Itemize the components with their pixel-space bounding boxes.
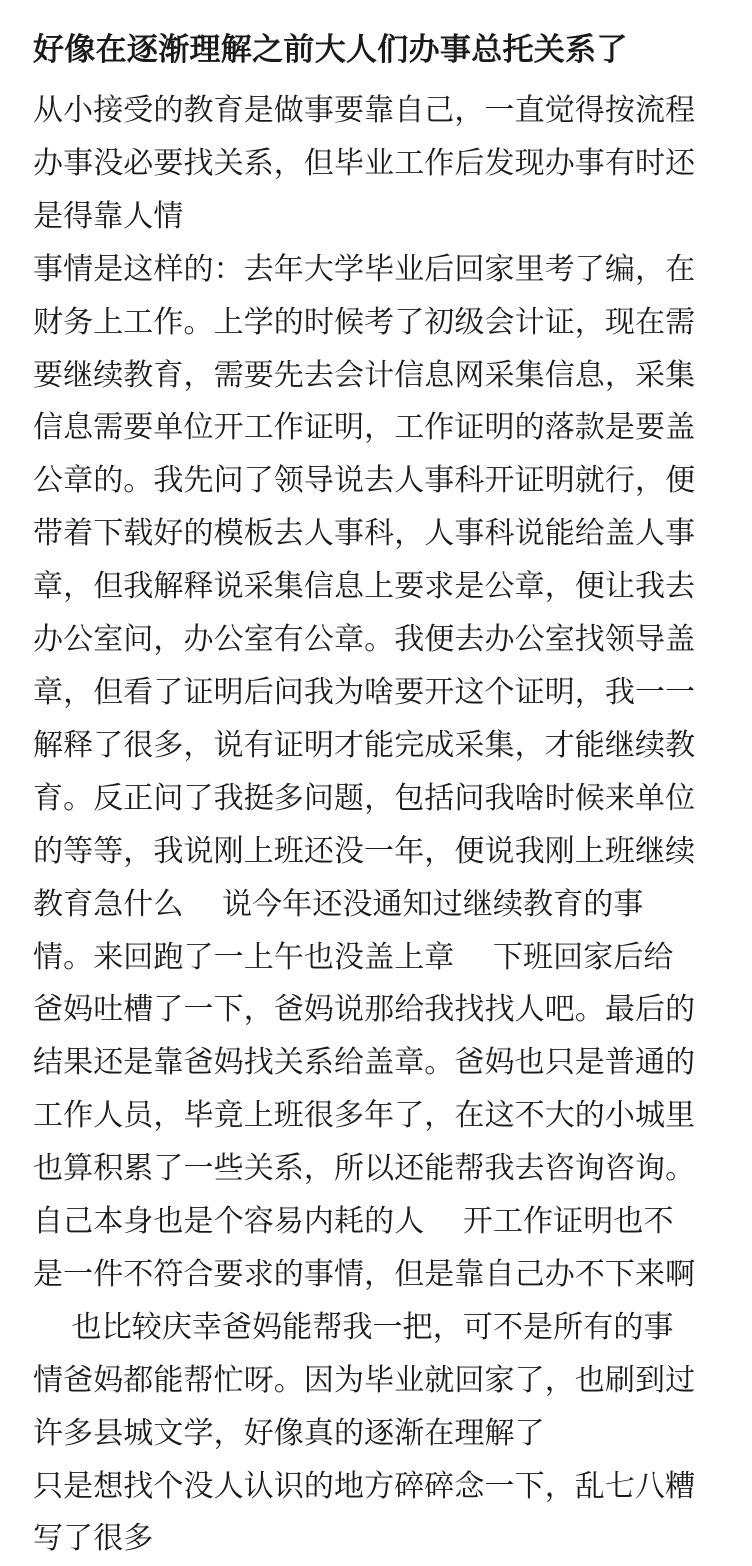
body-line: 解释了很多，说有证明才能完成采集，才能继续教 bbox=[33, 727, 696, 763]
body-line: 办事没必要找关系，但毕业工作后发现办事有时还 bbox=[33, 145, 696, 181]
body-line: 章，但我解释说采集信息上要求是公章，便让我去 bbox=[33, 569, 696, 605]
body-line: 工作人员，毕竟上班很多年了，在这不大的小城里 bbox=[33, 1098, 696, 1134]
body-line: 育。反正问了我挺多问题，包括问我啥时候来单位 bbox=[33, 780, 696, 816]
body-line: 爸妈吐槽了一下，爸妈说那给我找找人吧。最后的 bbox=[33, 992, 696, 1028]
body-line: 带着下载好的模板去人事科，人事科说能给盖人事 bbox=[33, 516, 696, 552]
body-line: 也比较庆幸爸妈能帮我一把，可不是所有的事 bbox=[33, 1309, 674, 1345]
body-line: 结果还是靠爸妈找关系给盖章。爸妈也只是普通的 bbox=[33, 1045, 696, 1081]
body-line: 只是想找个没人认识的地方碎碎念一下，乱七八糟 bbox=[33, 1468, 696, 1504]
body-line: 财务上工作。上学的时候考了初级会计证，现在需 bbox=[33, 304, 696, 340]
body-line: 是一件不符合要求的事情，但是靠自己办不下来啊 bbox=[33, 1256, 696, 1292]
body-line: 情。来回跑了一上午也没盖上章 下班回家后给 bbox=[33, 939, 674, 975]
body-line: 许多县城文学，好像真的逐渐在理解了 bbox=[33, 1415, 545, 1451]
body-line: 公章的。我先问了领导说去人事科开证明就行，便 bbox=[33, 463, 696, 499]
body-line: 章，但看了证明后问我为啥要开这个证明，我一一 bbox=[33, 674, 696, 710]
body-line: 事情是这样的：去年大学毕业后回家里考了编，在 bbox=[33, 251, 696, 287]
body-line: 要继续教育，需要先去会计信息网采集信息，采集 bbox=[33, 357, 696, 393]
body-line: 也算积累了一些关系，所以还能帮我去咨询咨询。 bbox=[33, 1151, 696, 1187]
body-line: 从小接受的教育是做事要靠自己，一直觉得按流程 bbox=[33, 93, 696, 128]
post-body bbox=[33, 85, 722, 1566]
body-line: 信息需要单位开工作证明，工作证明的落款是要盖 bbox=[33, 410, 696, 446]
post-title: 好像在逐渐理解之前大人们办事总托关系了 bbox=[33, 32, 628, 68]
body-line: 是得靠人情 bbox=[33, 198, 184, 234]
body-line: 办公室问，办公室有公章。我便去办公室找领导盖 bbox=[33, 622, 696, 658]
body-line: 的等等，我说刚上班还没一年，便说我刚上班继续 bbox=[33, 833, 696, 869]
body-line: 自己本身也是个容易内耗的人 开工作证明也不 bbox=[33, 1204, 674, 1240]
body-line: 教育急什么 说今年还没通知过继续教育的事 bbox=[33, 886, 644, 922]
body-line: 情爸妈都能帮忙呀。因为毕业就回家了，也刷到过 bbox=[33, 1362, 696, 1398]
body-line: 写了很多 bbox=[33, 1521, 154, 1557]
